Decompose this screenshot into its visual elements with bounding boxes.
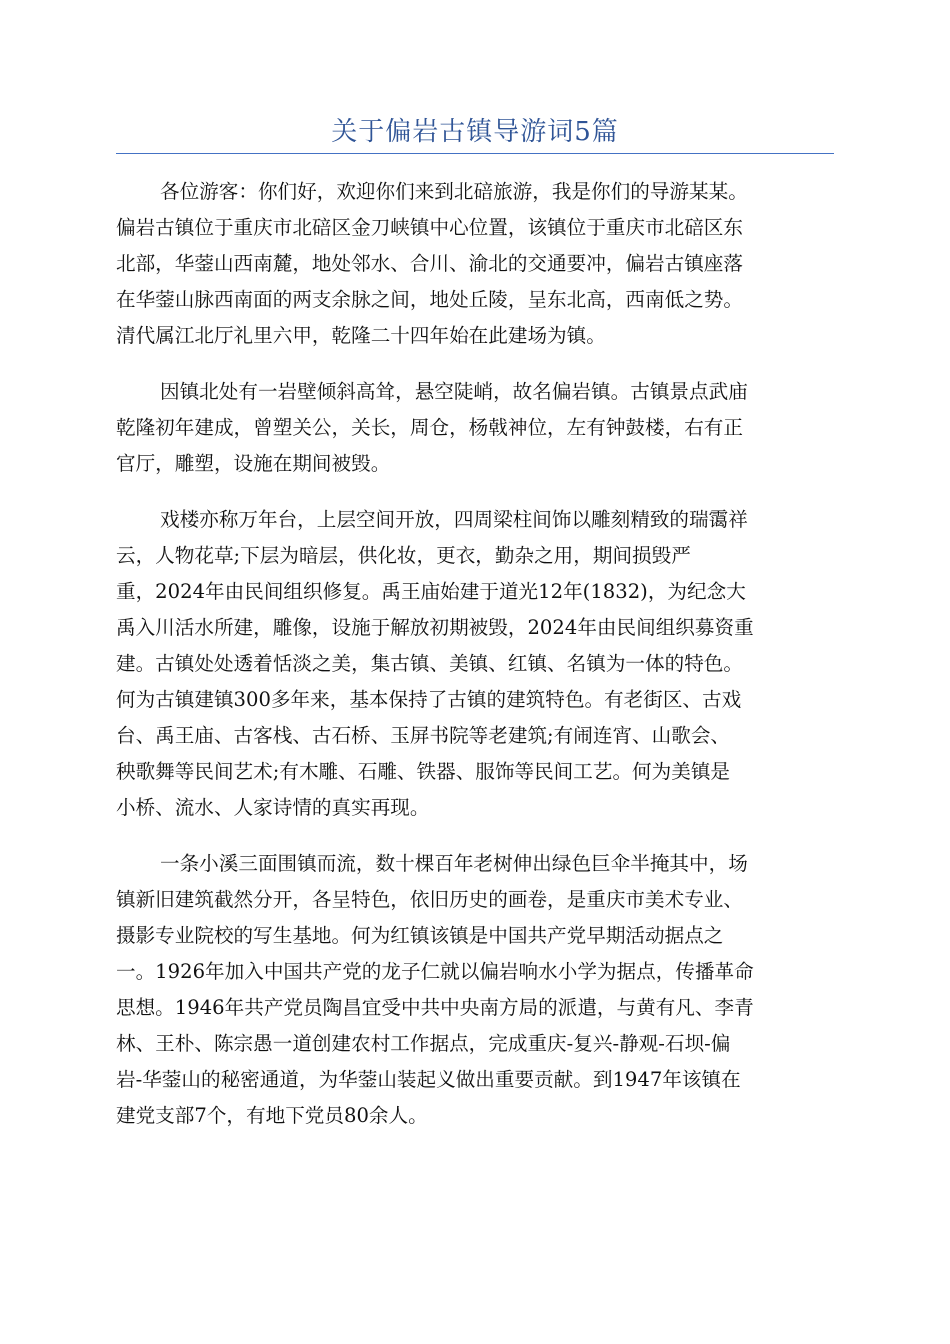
paragraph-line: 建党支部7个，有地下党员80余人。 xyxy=(116,1104,428,1127)
paragraph-3 xyxy=(116,502,834,826)
paragraph-line: 林、王朴、陈宗愚一道创建农村工作据点，完成重庆-复兴-静观-石坝-偏 xyxy=(116,1032,731,1055)
paragraph-line: 戏楼亦称万年台，上层空间开放，四周梁柱间饰以雕刻精致的瑞霭祥 xyxy=(160,508,748,531)
document-body xyxy=(116,174,834,1154)
paragraph-line: 各位游客：你们好，欢迎你们来到北碚旅游，我是你们的导游某某。 xyxy=(160,180,748,203)
paragraph-line: 摄影专业院校的写生基地。何为红镇该镇是中国共产党早期活动据点之 xyxy=(116,924,724,947)
paragraph-line: 何为古镇建镇300多年来，基本保持了古镇的建筑特色。有老街区、古戏 xyxy=(116,688,742,711)
paragraph-4 xyxy=(116,846,834,1134)
paragraph-line: 官厅，雕塑，设施在期间被毁。 xyxy=(116,452,391,475)
paragraph-line: 建。古镇处处透着恬淡之美，集古镇、美镇、红镇、名镇为一体的特色。 xyxy=(116,652,743,675)
paragraph-line: 云，人物花草;下层为暗层，供化妆，更衣，勤杂之用，期间损毁严 xyxy=(116,544,691,567)
paragraph-line: 乾隆初年建成，曾塑关公，关长，周仓，杨戟神位，左有钟鼓楼，右有正 xyxy=(116,416,743,439)
paragraph-line: 一条小溪三面围镇而流，数十棵百年老树伸出绿色巨伞半掩其中，场 xyxy=(160,852,748,875)
paragraph-1 xyxy=(116,174,834,354)
paragraph-line: 岩-华蓥山的秘密通道，为华蓥山装起义做出重要贡献。到1947年该镇在 xyxy=(116,1068,741,1091)
paragraph-line: 北部，华蓥山西南麓，地处邻水、合川、渝北的交通要冲，偏岩古镇座落 xyxy=(116,252,743,275)
paragraph-2 xyxy=(116,374,834,482)
document-title: 关于偏岩古镇导游词5篇 xyxy=(331,117,619,147)
paragraph-line: 镇新旧建筑截然分开，各呈特色，依旧历史的画卷，是重庆市美术专业、 xyxy=(116,888,743,911)
title-underline xyxy=(116,153,834,154)
paragraph-line: 一。1926年加入中国共产党的龙子仁就以偏岩响水小学为据点，传播革命 xyxy=(116,960,754,983)
paragraph-line: 在华蓥山脉西南面的两支余脉之间，地处丘陵，呈东北高，西南低之势。 xyxy=(116,288,743,311)
paragraph-line: 秧歌舞等民间艺术;有木雕、石雕、铁器、服饰等民间工艺。何为美镇是 xyxy=(116,760,731,783)
paragraph-line: 偏岩古镇位于重庆市北碚区金刀峡镇中心位置，该镇位于重庆市北碚区东 xyxy=(116,216,743,239)
paragraph-line: 因镇北处有一岩壁倾斜高耸，悬空陡峭，故名偏岩镇。古镇景点武庙 xyxy=(160,380,748,403)
paragraph-line: 台、禹王庙、古客栈、古石桥、玉屏书院等老建筑;有闹连宵、山歌会、 xyxy=(116,724,731,747)
paragraph-line: 禹入川活水所建，雕像，设施于解放初期被毁，2024年由民间组织募资重 xyxy=(116,616,754,639)
paragraph-line: 小桥、流水、人家诗情的真实再现。 xyxy=(116,796,430,819)
paragraph-line: 清代属江北厅礼里六甲，乾隆二十四年始在此建场为镇。 xyxy=(116,324,606,347)
paragraph-line: 思想。1946年共产党员陶昌宜受中共中央南方局的派遣，与黄有凡、李青 xyxy=(116,996,754,1019)
paragraph-line: 重，2024年由民间组织修复。禹王庙始建于道光12年(1832)，为纪念大 xyxy=(116,580,746,603)
